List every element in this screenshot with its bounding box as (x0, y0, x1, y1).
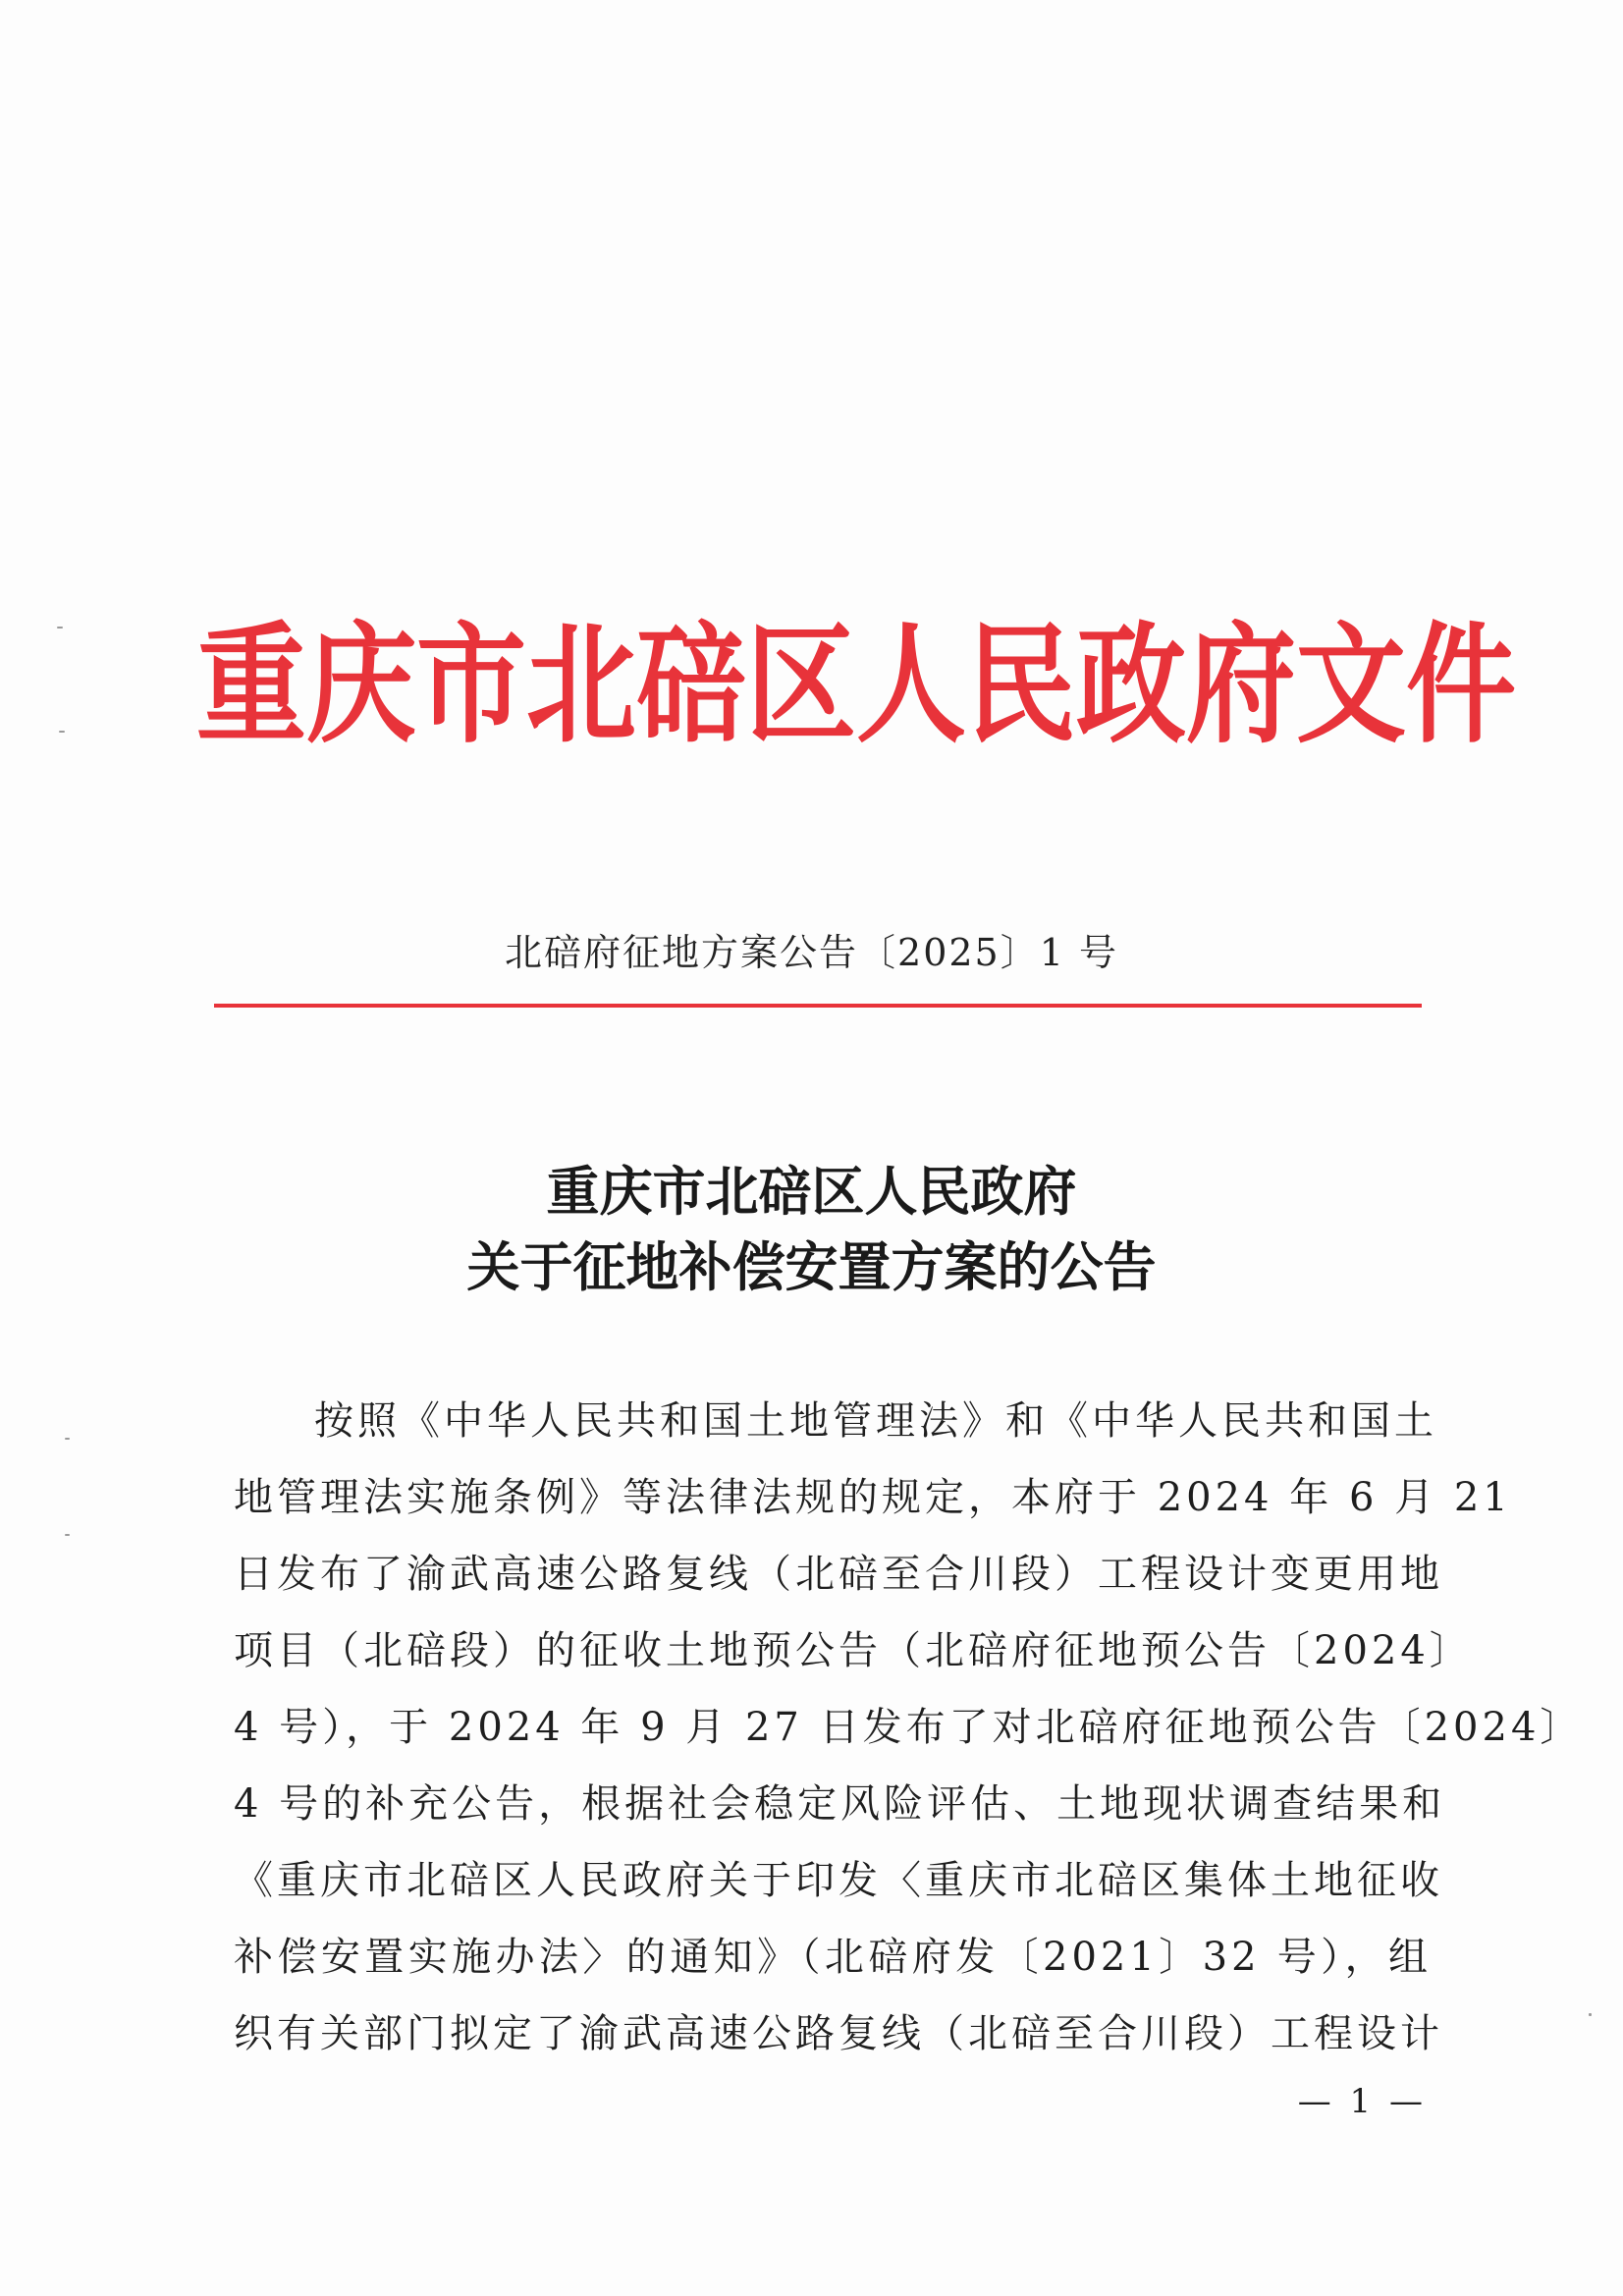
body-line: 4 号），于 2024 年 9 月 27 日发布了对北碚府征地预公告〔2024〕 (234, 1705, 1584, 1750)
notice-title-line-1: 重庆市北碚区人民政府 (546, 1160, 1077, 1223)
body-line: 4 号的补充公告，根据社会稳定风险评估、土地现状调查结果和 (234, 1781, 1446, 1827)
scan-speck (57, 627, 63, 629)
issuer-header: 重庆市北碚区人民政府文件 (196, 610, 1516, 762)
body-line: 地管理法实施条例》等法律法规的规定，本府于 2024 年 6 月 21 (234, 1475, 1512, 1520)
body-line: 《重庆市北碚区人民政府关于印发〈重庆市北碚区集体土地征收 (234, 1858, 1443, 1903)
red-divider (214, 1004, 1422, 1008)
body-line: 补偿安置实施办法〉的通知》（北碚府发〔2021〕32 号），组 (234, 1935, 1432, 1980)
notice-body (234, 1383, 1584, 2072)
scan-speck (65, 1534, 70, 1536)
page-number: — 1 — (1297, 2082, 1427, 2121)
scan-speck (1589, 2013, 1592, 2016)
body-line: 项目（北碚段）的征收土地预公告（北碚府征地预公告〔2024〕 (234, 1628, 1473, 1673)
body-line: 按照《中华人民共和国土地管理法》和《中华人民共和国土 (314, 1398, 1437, 1444)
scan-speck (65, 1438, 70, 1440)
notice-title-line-2: 关于征地补偿安置方案的公告 (466, 1235, 1157, 1298)
scan-speck (59, 731, 65, 733)
document-number: 北碚府征地方案公告〔2025〕1 号 (505, 931, 1118, 974)
body-line: 织有关部门拟定了渝武高速公路复线（北碚至合川段）工程设计 (234, 2011, 1443, 2056)
body-line: 日发布了渝武高速公路复线（北碚至合川段）工程设计变更用地 (234, 1552, 1443, 1597)
